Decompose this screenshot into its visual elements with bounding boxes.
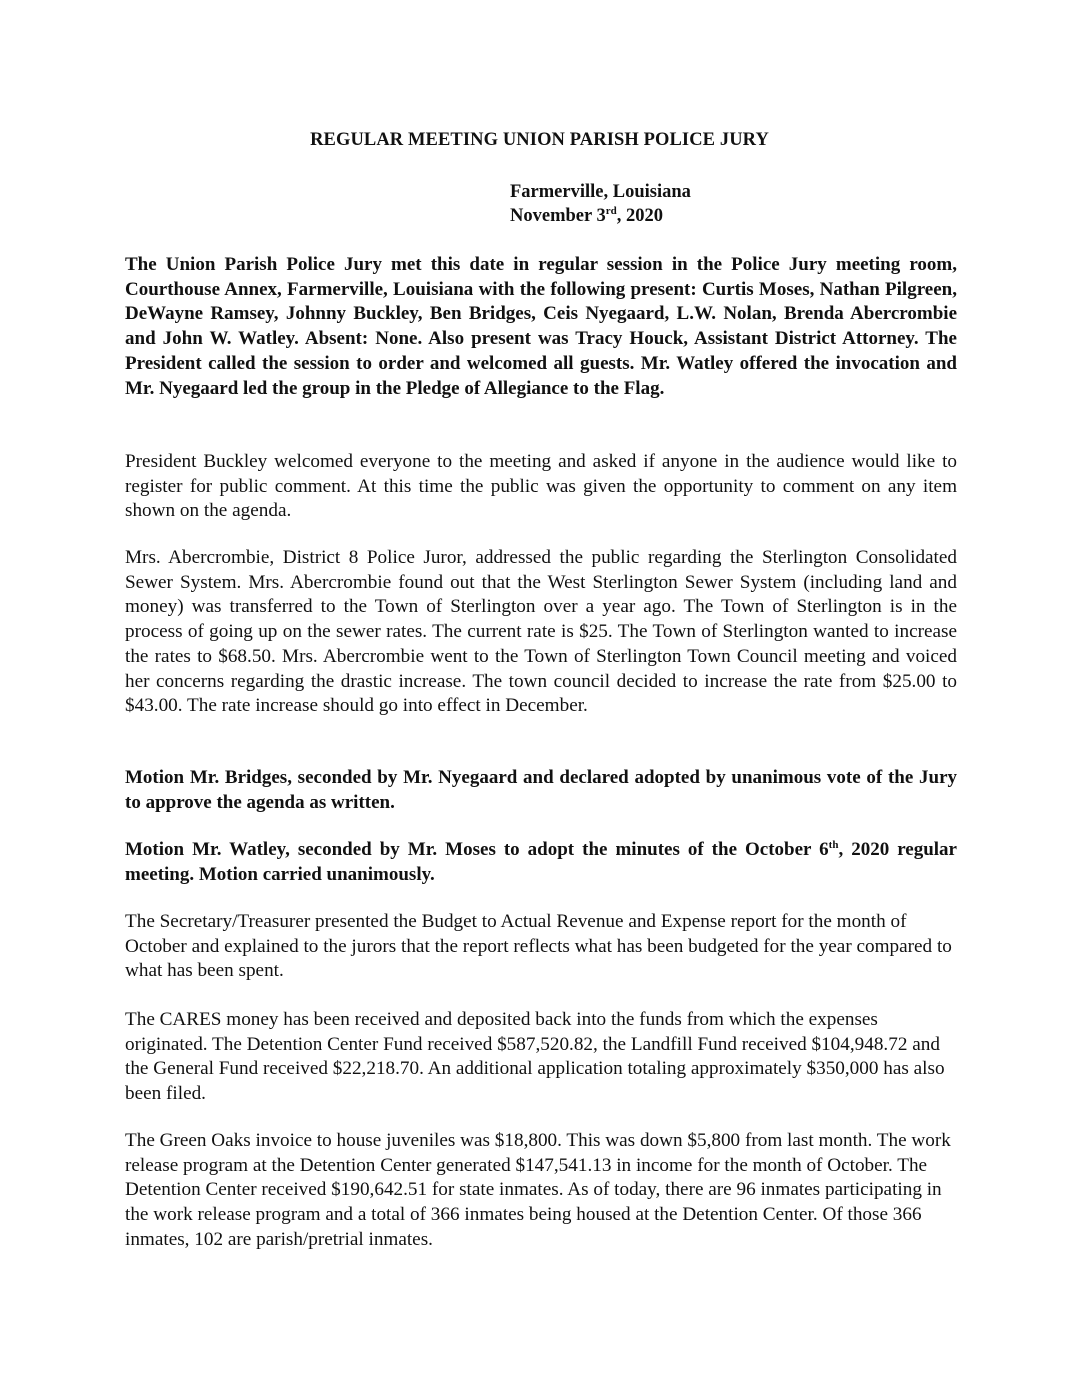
document-title: REGULAR MEETING UNION PARISH POLICE JURY [310,130,769,150]
meeting-location-date [510,180,691,228]
attendance-paragraph: The Union Parish Police Jury met this date in regular session in the Police Jury meeting room, Courthouse Annex, Farmerville, Louisiana with the following present: Curtis Moses, Nathan Pilgreen, DeWayne Ramsey, Johnny Buckley, Ben Bridges, Ceis Nyegaard, L.W. Nolan, Brenda Abercrombie and John W. Watley. Absent: None. Also present was Tracy Houck, Assistant District Attorney. The President called the session to order and welcomed all guests. Mr. Watley offered the invocation and Mr. Nyegaard led the group in the Pledge of Allegiance to the Flag. [125,254,957,399]
detention-center-paragraph: The Green Oaks invoice to house juveniles was $18,800. This was down $5,800 from last month. The work release program at the Detention Center generated $147,541.13 in income for the month of October. The Detention Center received $190,642.51 for state inmates. As of today, there are 96 inmates participating in the work release program and a total of 366 inmates being housed at the Detention Center. Of those 366 inmates, 102 are parish/pretrial inmates. [125,1130,951,1250]
meeting-date-suffix: rd [605,205,617,217]
agenda-motion-paragraph: Motion Mr. Bridges, seconded by Mr. Nyegaard and declared adopted by unanimous vote of the Jury to approve the agenda as written. [125,767,957,813]
meeting-date-prefix: November 3 [510,206,606,226]
meeting-date [510,204,691,228]
minutes-motion-text-b: , 2020 regular meeting. Motion carried unanimously. [125,839,957,885]
sewer-system-paragraph: Mrs. Abercrombie, District 8 Police Juror, addressed the public regarding the Sterlington Consolidated Sewer System. Mrs. Abercrombie found out that the West Sterlington Sewer System (including land and money) was transferred to the Town of Sterlington over a year ago. The Town of Sterlington is in the process of going up on the sewer rates. The current rate is $25. The Town of Sterlington wanted to increase the rates to $68.50. Mrs. Abercrombie went to the Town of Sterlington Town Council meeting and voiced her concerns regarding the drastic increase. The town council decided to increase the rate from $25.00 to $43.00. The rate increase should go into effect in December. [125,547,957,717]
meeting-date-year: , 2020 [616,206,663,226]
minutes-motion-sup: th [828,839,839,851]
public-comment-paragraph: President Buckley welcomed everyone to the meeting and asked if anyone in the audience would like to register for public comment. At this time the public was given the opportunity to comment on any item shown on the agenda. [125,451,957,522]
minutes-motion-text-a: Motion Mr. Watley, seconded by Mr. Moses to adopt the minutes of the October 6 [125,839,829,860]
meeting-location: Farmerville, Louisiana [510,182,691,202]
budget-report-paragraph: The Secretary/Treasurer presented the Budget to Actual Revenue and Expense report for the month of October and explained to the jurors that the report reflects what has been budgeted for the year compared to what has been spent. [125,911,952,982]
cares-money-paragraph: The CARES money has been received and deposited back into the funds from which the expenses originated. The Detention Center Fund received $587,520.82, the Landfill Fund received $104,948.72 and the General Fund received $22,218.70. An additional application totaling approximately $350,000 has also been filed. [125,1009,945,1105]
minutes-motion-paragraph [125,838,957,887]
